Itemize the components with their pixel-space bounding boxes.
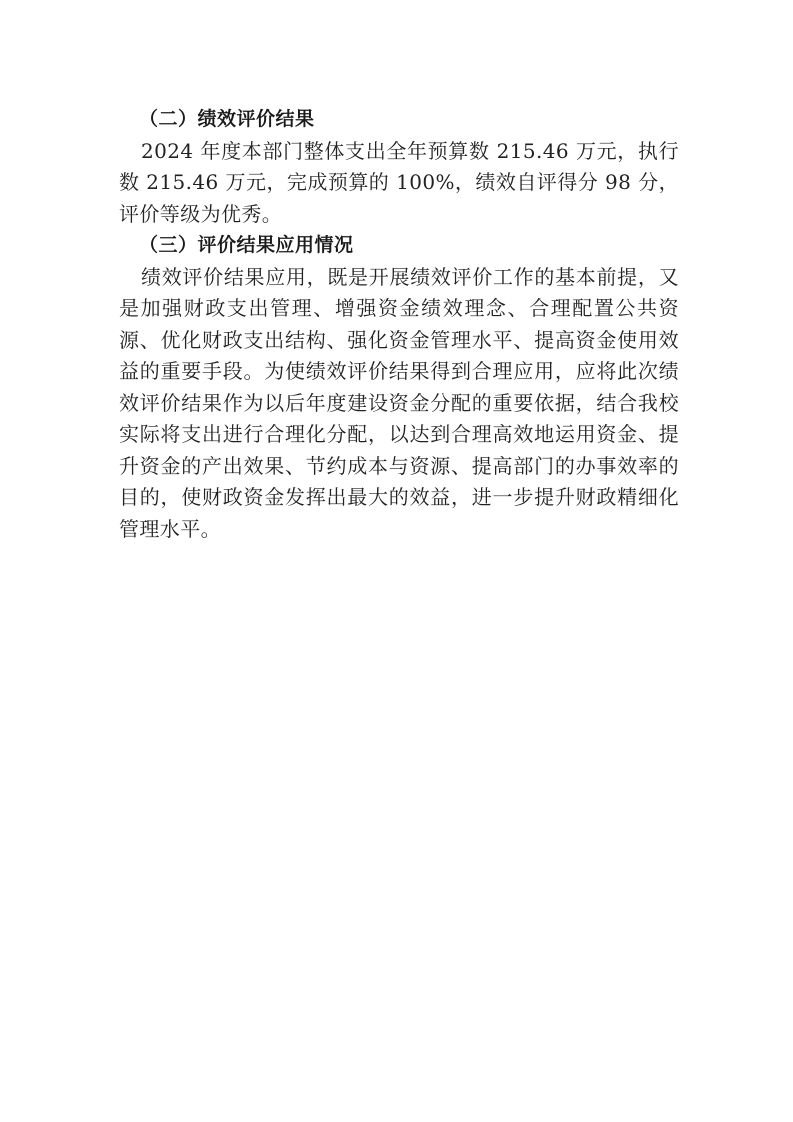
- section-heading-application: （三）评价结果应用情况: [139, 234, 354, 256]
- document-body: [119, 104, 679, 545]
- section-paragraph-application: 绩效评价结果应用，既是开展绩效评价工作的基本前提，又是加强财政支出管理、增强资金绩效理念、合理配置公共资源、优化财政支出结构、强化资金管理水平、提高资金使用效益的重要手段。为使绩效评价结果得到合理应用，应将此次绩效评价结果作为以后年度建设资金分配的重要依据，结合我校实际将支出进行合理化分配，以达到合理高效地运用资金、提升资金的产出效果、节约成本与资源、提高部门的办事效率的目的，使财政资金发挥出最大的效益，进一步提升财政精细化管理水平。: [119, 264, 679, 541]
- section-heading-results: （二）绩效评价结果: [139, 108, 315, 130]
- section-paragraph-results: 2024 年度本部门整体支出全年预算数 215.46 万元，执行数 215.46 万元，完成预算的 100%，绩效自评得分 98 分，评价等级为优秀。: [119, 138, 679, 226]
